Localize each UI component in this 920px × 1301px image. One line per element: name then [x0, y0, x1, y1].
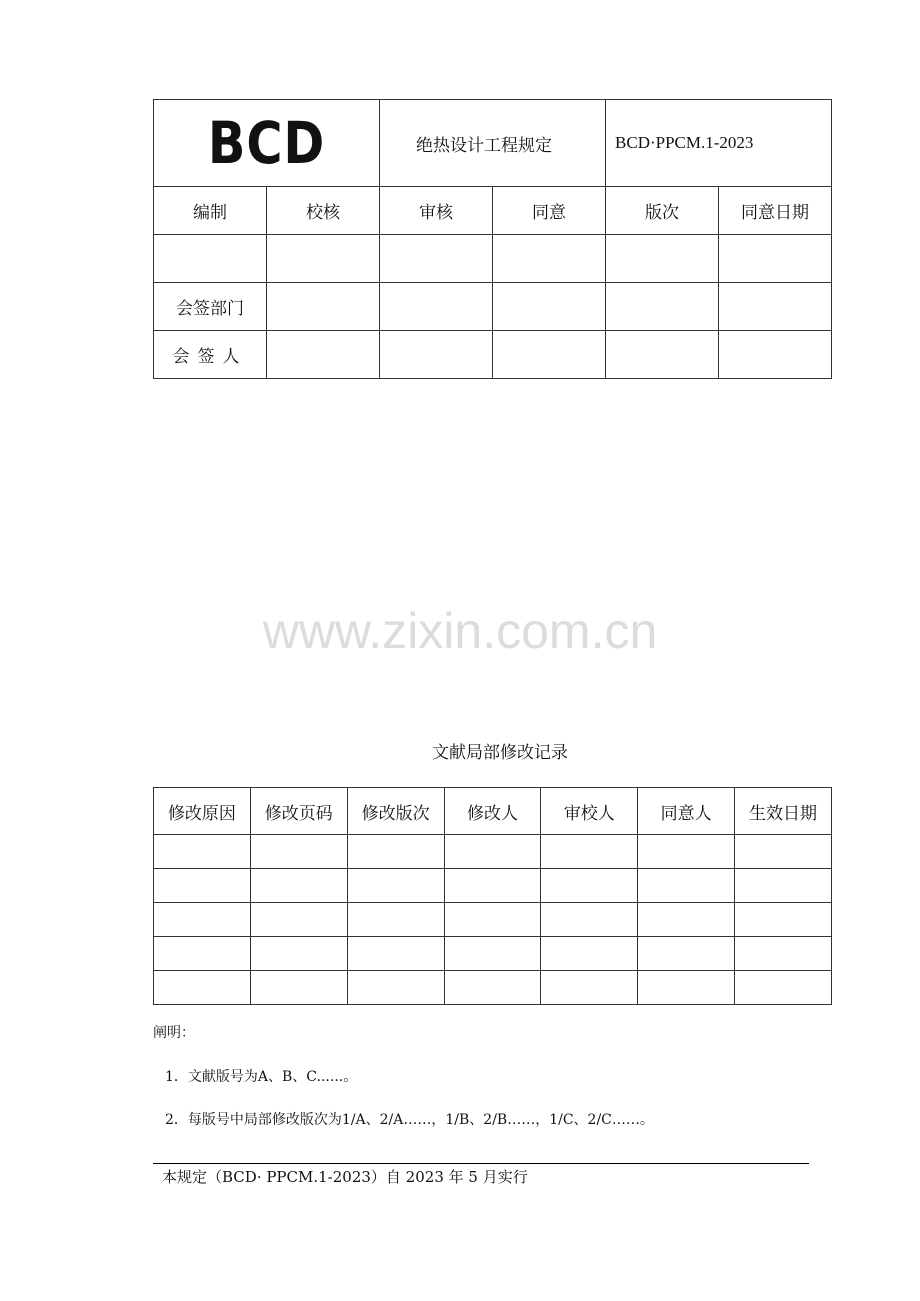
column-header: 审核: [380, 187, 493, 235]
note-item: 1．文献版号为A、B、C......。: [165, 1069, 358, 1085]
header-top-row: [154, 100, 832, 187]
column-header: 同意人: [638, 788, 735, 835]
revision-record-table: [153, 787, 832, 1005]
column-header: 版次: [606, 187, 719, 235]
column-header: 编制: [154, 187, 267, 235]
empty-cell: [606, 235, 719, 283]
approval-header-row: [154, 187, 832, 235]
revision-header-row: [154, 788, 832, 835]
column-header: 同意日期: [719, 187, 832, 235]
empty-cell: [606, 283, 719, 331]
document-code: BCD·PPCM.1-2023: [606, 100, 832, 187]
logo-cell: [154, 100, 380, 187]
document-header-table: [153, 99, 832, 379]
countersign-dept-row: [154, 283, 832, 331]
notes-heading: 阐明：: [153, 1025, 195, 1041]
empty-cell: [380, 235, 493, 283]
table-row: [154, 835, 832, 869]
countersign-dept-label: 会签部门: [154, 283, 267, 331]
column-header: 修改版次: [347, 788, 444, 835]
document-name: 绝热设计工程规定: [380, 100, 606, 187]
company-logo: BCD: [207, 109, 326, 177]
empty-cell: [154, 235, 267, 283]
footer-divider: [153, 1163, 809, 1164]
column-header: 修改人: [444, 788, 541, 835]
column-header: 校核: [267, 187, 380, 235]
footer-text: 本规定（BCD· PPCM.1-2023）自 2023 年 5 月实行: [162, 1168, 528, 1186]
empty-cell: [719, 331, 832, 379]
table-row: [154, 903, 832, 937]
watermark: www.zixin.com.cn: [262, 603, 658, 659]
empty-cell: [380, 331, 493, 379]
empty-cell: [493, 331, 606, 379]
empty-cell: [267, 235, 380, 283]
column-header: 修改原因: [154, 788, 251, 835]
countersigner-label: 会签人: [154, 331, 267, 379]
revision-record-title: 文献局部修改记录: [432, 743, 568, 763]
table-row: [154, 869, 832, 903]
empty-cell: [493, 235, 606, 283]
column-header: 同意: [493, 187, 606, 235]
empty-cell: [719, 283, 832, 331]
table-row: [154, 937, 832, 971]
note-item: 2．每版号中局部修改版次为1/A、2/A……，1/B、2/B……，1/C、2/C……。: [165, 1112, 654, 1128]
empty-cell: [606, 331, 719, 379]
table-row: [154, 971, 832, 1005]
column-header: 生效日期: [735, 788, 832, 835]
empty-cell: [719, 235, 832, 283]
approval-entry-row: [154, 235, 832, 283]
countersigner-row: [154, 331, 832, 379]
empty-cell: [267, 331, 380, 379]
empty-cell: [380, 283, 493, 331]
empty-cell: [493, 283, 606, 331]
empty-cell: [267, 283, 380, 331]
column-header: 审校人: [541, 788, 638, 835]
column-header: 修改页码: [250, 788, 347, 835]
